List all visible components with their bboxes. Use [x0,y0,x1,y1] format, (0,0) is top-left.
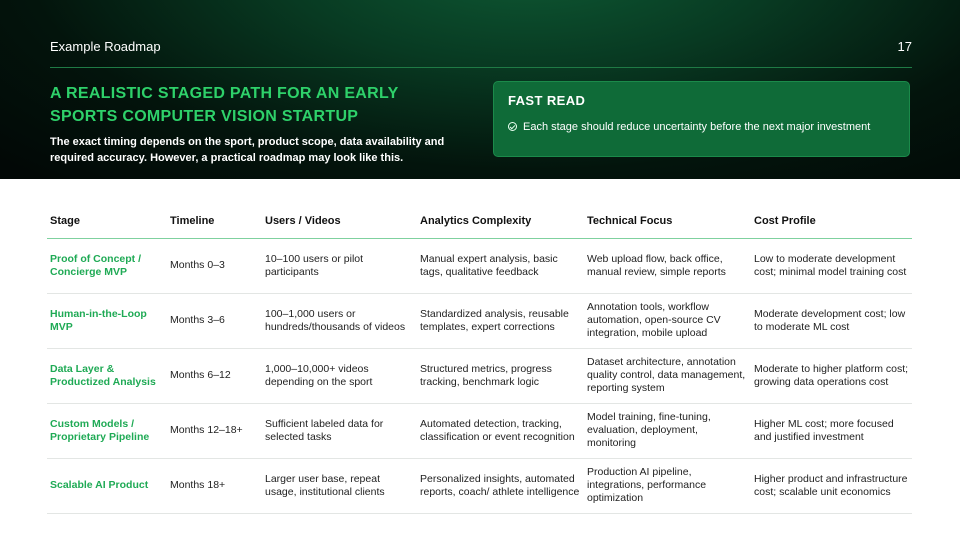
users-cell: Larger user base, repeat usage, institutional clients [262,458,417,513]
fast-read-text: Each stage should reduce uncertainty before the next major investment [523,121,871,133]
slide-header [50,39,912,57]
deck-title: Example Roadmap [50,39,161,54]
cost-cell: Higher ML cost; more focused and justified investment [751,403,912,458]
column-header-stage: Stage [47,204,167,238]
cost-cell: Low to moderate development cost; minimal model training cost [751,238,912,293]
table-row [47,403,912,458]
hero-banner [0,0,960,179]
stage-cell: Human-in-the-Loop MVP [47,293,167,348]
analytics-cell: Structured metrics, progress tracking, benchmark logic [417,348,584,403]
column-header-analytics: Analytics Complexity [417,204,584,238]
column-header-cost: Cost Profile [751,204,912,238]
technical-cell: Model training, fine-tuning, evaluation, deployment, monitoring [584,403,751,458]
column-header-technical: Technical Focus [584,204,751,238]
users-cell: 10–100 users or pilot participants [262,238,417,293]
table-row [47,458,912,513]
stage-cell: Proof of Concept / Concierge MVP [47,238,167,293]
cost-cell: Moderate to higher platform cost; growing data operations cost [751,348,912,403]
fast-read-card [493,81,910,157]
stage-cell: Custom Models / Proprietary Pipeline [47,403,167,458]
users-cell: 1,000–10,000+ videos depending on the sport [262,348,417,403]
technical-cell: Web upload flow, back office, manual review, simple reports [584,238,751,293]
table-row [47,238,912,293]
cost-cell: Moderate development cost; low to moderate ML cost [751,293,912,348]
table-row [47,348,912,403]
column-header-timeline: Timeline [167,204,262,238]
users-cell: Sufficient labeled data for selected tasks [262,403,417,458]
slide-headline: A REALISTIC STAGED PATH FOR AN EARLY SPORTS COMPUTER VISION STARTUP [50,85,399,125]
timeline-cell: Months 0–3 [167,238,262,293]
analytics-cell: Personalized insights, automated reports, coach/ athlete intelligence [417,458,584,513]
analytics-cell: Standardized analysis, reusable templates, expert corrections [417,293,584,348]
timeline-cell: Months 18+ [167,458,262,513]
slide-subtext: The exact timing depends on the sport, product scope, data availability and required accuracy. However, a practical roadmap may look like this. [50,136,445,164]
check-circle-icon [508,122,517,131]
timeline-cell: Months 6–12 [167,348,262,403]
cost-cell: Higher product and infrastructure cost; scalable unit economics [751,458,912,513]
analytics-cell: Manual expert analysis, basic tags, qualitative feedback [417,238,584,293]
timeline-cell: Months 12–18+ [167,403,262,458]
column-header-users: Users / Videos [262,204,417,238]
table-row [47,293,912,348]
timeline-cell: Months 3–6 [167,293,262,348]
technical-cell: Annotation tools, workflow automation, open-source CV integration, mobile upload [584,293,751,348]
stage-cell: Scalable AI Product [47,458,167,513]
analytics-cell: Automated detection, tracking, classification or event recognition [417,403,584,458]
roadmap-table [47,204,912,514]
technical-cell: Production AI pipeline, integrations, performance optimization [584,458,751,513]
table-header-row [47,204,912,238]
users-cell: 100–1,000 users or hundreds/thousands of videos [262,293,417,348]
page-number: 17 [897,39,912,54]
stage-cell: Data Layer & Productized Analysis [47,348,167,403]
fast-read-title: FAST READ [508,93,586,108]
header-divider [50,67,912,68]
technical-cell: Dataset architecture, annotation quality control, data management, reporting system [584,348,751,403]
